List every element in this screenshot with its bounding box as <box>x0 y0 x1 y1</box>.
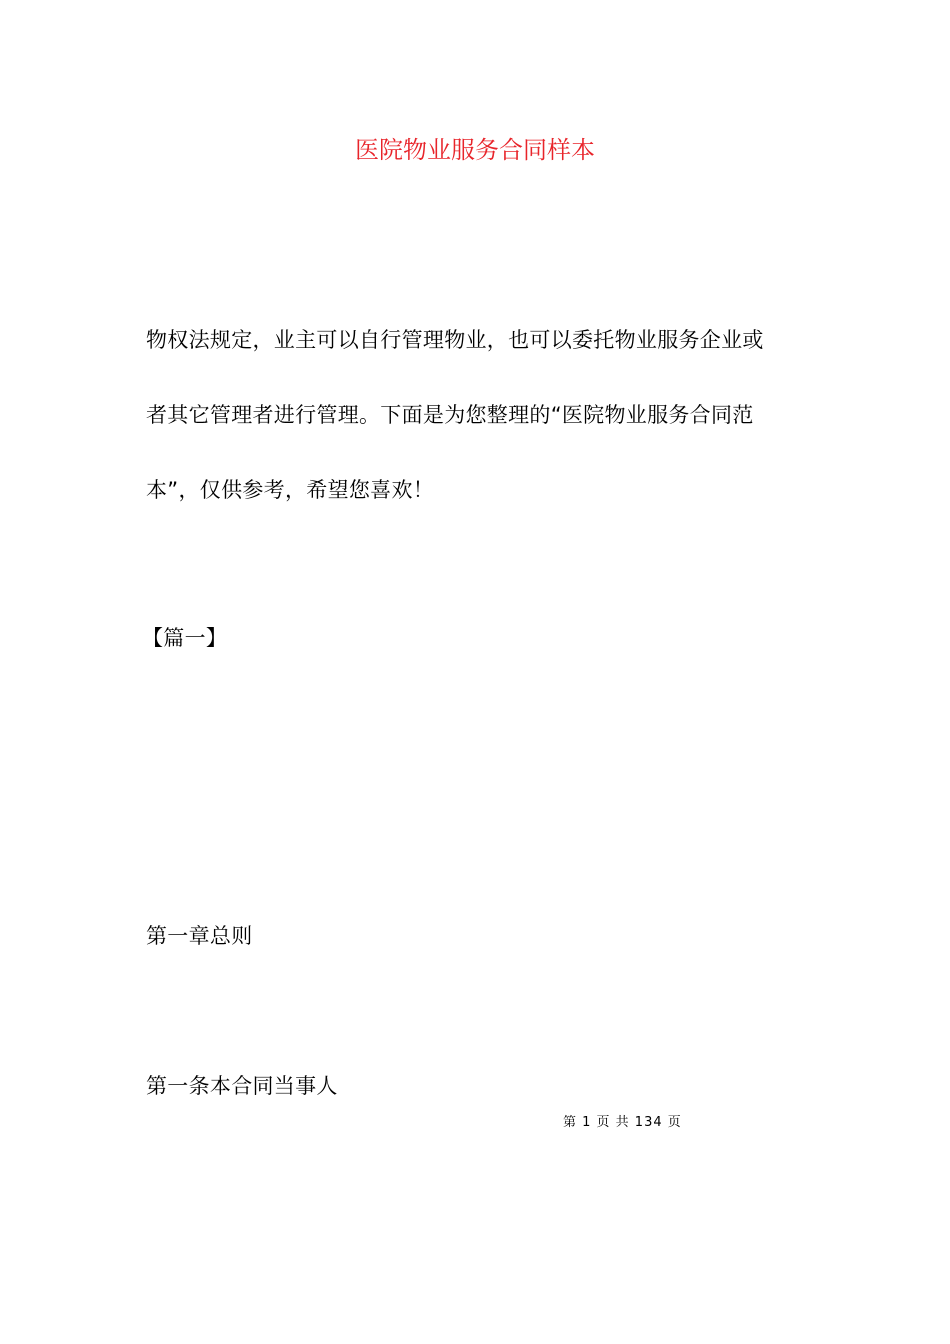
article-heading: 第一条本合同当事人 <box>146 1074 338 1098</box>
intro-line-2: 者其它管理者进行管理。下面是为您整理的“医院物业服务合同范 <box>146 403 754 427</box>
chapter-heading: 第一章总则 <box>146 924 253 948</box>
intro-line-1: 物权法规定，业主可以自行管理物业，也可以委托物业服务企业或 <box>146 328 764 352</box>
section-label: 【篇一】 <box>142 626 228 650</box>
document-title: 医院物业服务合同样本 <box>355 136 595 164</box>
intro-line-3: 本”，仅供参考，希望您喜欢！ <box>146 478 435 502</box>
page-footer: 第 1 页 共 134 页 <box>563 1115 682 1130</box>
